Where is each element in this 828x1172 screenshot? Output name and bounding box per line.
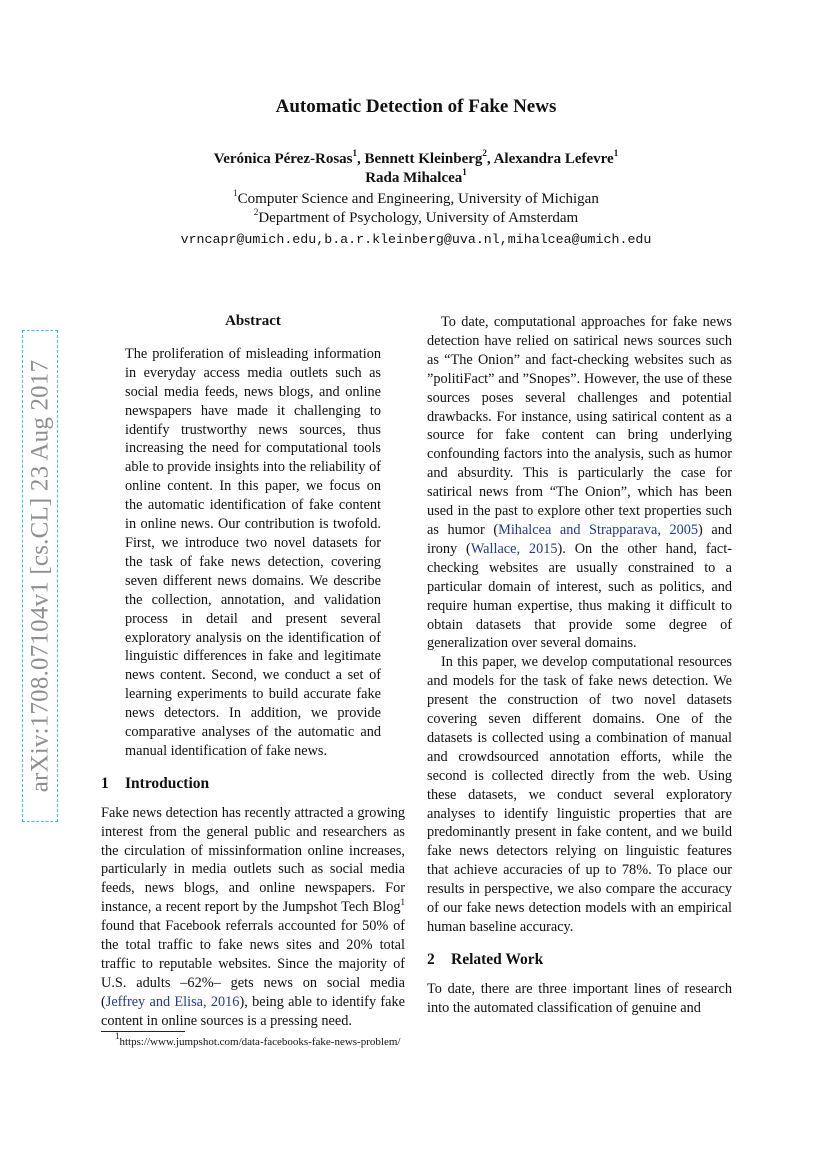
citation-link[interactable]: Wallace, 2015 xyxy=(470,540,558,557)
citation-link[interactable]: Mihalcea and Strapparava, 2005 xyxy=(498,521,699,538)
intro-paragraph-2 xyxy=(427,313,732,653)
footnote-text xyxy=(101,1031,405,1050)
author-affil-mark: 1 xyxy=(613,148,619,158)
citation-link[interactable]: Jeffrey and Elisa, 2016 xyxy=(105,993,240,1010)
paragraph-text: ) and irony ( xyxy=(427,521,733,557)
author-block xyxy=(100,150,732,188)
abstract-text: The proliferation of misleading information in everyday access media outlets such as social media feeds, news blogs, and online newspapers have made it challenging to identify trustworthy news sources, thus increasing the need for computational tools able to provide insights into the reliability of online content. In this paper, we focus on the automatic identification of fake content in online news. Our contribution is twofold. First, we introduce two novel datasets for the task of fake news detection, covering seven different news domains. We describe the collection, annotation, and validation process in detail and present several exploratory analysis on the identification of linguistic differences in fake and legitimate news content. Second, we conduct a set of learning experiments to build accurate fake news detectors. In addition, we provide comparative analyses of the automatic and manual identification of fake news. xyxy=(125,345,381,759)
author-affil-mark: 1 xyxy=(462,167,467,177)
author-affil-mark: 2 xyxy=(482,148,487,158)
footnote xyxy=(101,1031,405,1050)
author-line-1 xyxy=(100,150,732,169)
arxiv-stamp xyxy=(22,330,58,822)
paragraph-text: ). On the other hand, fact-checking websites are usually constrained to a particular domain of interest, such as politics, and require human expertise, thus making it difficult to obtain datasets that provide some degree of generalization over several domains. xyxy=(427,540,733,652)
author-name: Rada Mihalcea xyxy=(365,170,463,186)
arxiv-stamp-text: arXiv:1708.07104v1 [cs.CL] 23 Aug 2017 xyxy=(26,359,54,793)
author-affil-mark: 1 xyxy=(352,148,357,158)
affiliation xyxy=(100,209,732,228)
paragraph-text: ), being able to identify fake content in online sources is a pressing need. xyxy=(101,993,405,1029)
section-number: 2 xyxy=(427,950,435,968)
section-number: 1 xyxy=(101,774,109,792)
right-column xyxy=(427,313,732,1018)
author-name: , Alexandra Lefevre xyxy=(486,151,614,167)
affiliation xyxy=(100,190,732,209)
intro-paragraph-3: In this paper, we develop computational resources and models for the task of fake news detection. We present the construction of two novel datasets covering seven different domains. One of the datasets is collected using a combination of manual and crowdsourced annotation efforts, while the second is collected directly from the web. Using these datasets, we conduct several exploratory analyses to identify linguistic properties that are predominantly present in fake content, and we build fake news detectors relying on linguistic features that achieve accuracies of up to 78%. To place our results in perspective, we also compare the accuracy of our fake news detection models with an empirical human baseline accuracy. xyxy=(427,654,732,935)
left-column xyxy=(101,312,405,1031)
section-title: Introduction xyxy=(125,774,210,792)
section-heading-introduction xyxy=(101,775,405,794)
affiliation-text: Department of Psychology, University of Amsterdam xyxy=(258,210,579,226)
author-name: Verónica Pérez-Rosas xyxy=(213,151,353,167)
paragraph-text: To date, computational approaches for fake news detection have relied on satirical news sources such as “The Onion” and fact-checking websites such as ”politiFact” and ”Snopes”. However, the use of these sources poses several challenges and potential drawbacks. For instance, using satirical content as a source for fake content can bring underlying confounding factors into the analysis, such as humor and absurdity. This is particularly the case for satirical news from “The Onion”, which has been used in the past to explore other text properties such as humor ( xyxy=(427,314,732,538)
affiliation-mark: 1 xyxy=(233,188,238,198)
section-title: Related Work xyxy=(451,950,544,968)
paragraph-text: Fake news detection has recently attracted a growing interest from the general public and researchers as the circulation of missinformation online increases, particularly in media outlets such as social media feeds, news blogs, and online newspapers. For instance, a recent report by the Jumpshot Tech Blog xyxy=(101,804,405,916)
footnote-mark: 1 xyxy=(115,1031,120,1042)
author-line-2 xyxy=(100,169,732,188)
author-name: , Bennett Kleinberg xyxy=(357,151,483,167)
affiliation-text: Computer Science and Engineering, University of Michigan xyxy=(237,191,599,207)
related-paragraph-1: To date, there are three important lines of research into the automated classification of genuine and xyxy=(427,980,732,1016)
abstract-heading: Abstract xyxy=(225,313,281,329)
intro-paragraph-1 xyxy=(101,804,405,1031)
footnote-mark: 1 xyxy=(400,896,405,907)
paragraph-text: found that Facebook referrals accounted for 50% of the total traffic to fake news sites and 20% total traffic to reputable websites. Since the majority of U.S. adults –62%– gets news on social media ( xyxy=(101,918,405,1010)
affiliations xyxy=(100,190,732,228)
author-emails: vrncapr@umich.edu,b.a.r.kleinberg@uva.nl,mihalcea@umich.edu xyxy=(180,232,652,247)
paper-title: Automatic Detection of Fake News xyxy=(275,96,557,117)
footnote-rule xyxy=(101,1031,185,1032)
affiliation-mark: 2 xyxy=(253,207,259,217)
footnote-url[interactable]: https://www.jumpshot.com/data-facebooks-fake-news-problem/ xyxy=(119,1036,401,1048)
section-heading-related-work xyxy=(427,951,732,970)
